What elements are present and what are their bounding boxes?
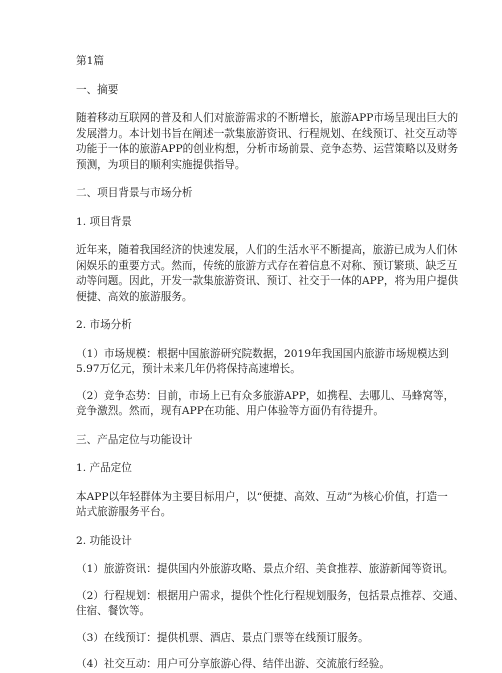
paragraph-line: 随着移动互联网的普及和人们对旅游需求的不断增长，旅游APP市场呈现出巨大的: [76, 112, 459, 124]
paragraph-line: 近年来，随着我国经济的快速发展，人们的生活水平不断提高，旅游已成为人们休: [76, 244, 458, 256]
paragraph-line: （2）行程规划：根据用户需求，提供个性化行程规划服务，包括景点推荐、交通、: [76, 589, 465, 602]
section-title-background: 二、项目背景与市场分析: [76, 187, 193, 199]
paragraph-line: 闲娱乐的重要方式。然而，传统的旅游方式存在着信息不对称、预订繁琐、缺乏互: [76, 259, 458, 272]
market-size-paragraph: [76, 347, 449, 378]
subsection-title: 2. 功能设计: [76, 534, 132, 547]
feature-item: （1）旅游资讯：提供国内外旅游攻略、景点介绍、美食推荐、旅游新闻等资讯。: [76, 563, 454, 575]
feature-item: （3）在线预订：提供机票、酒店、景点门票等在线预订服务。: [76, 631, 369, 644]
section-title-summary: 一、摘要: [76, 83, 119, 96]
paragraph-line: 功能于一体的旅游APP的创业构想，分析市场前景、竞争态势、运营策略以及财务: [76, 143, 459, 155]
paragraph-line: 住宿、餐饮等。: [76, 605, 151, 617]
positioning-paragraph: [76, 490, 448, 521]
section-title-product: 三、产品定位与功能设计: [76, 433, 193, 446]
part-heading: 第1篇: [76, 55, 104, 67]
paragraph-line: 便捷、高效的旅游服务。: [76, 290, 193, 303]
paragraph-line: 预测，为项目的顺利实施提供指导。: [76, 158, 246, 171]
feature-item: （4）社交互动：用户可分享旅游心得、结伴出游、交流旅行经验。: [76, 658, 390, 670]
paragraph-line: 动等问题。因此，开发一款集旅游资讯、预订、社交于一体的APP，将为用户提供: [76, 275, 459, 287]
feature-item: [76, 589, 465, 620]
subsection-title: 1. 项目背景: [76, 215, 132, 228]
summary-paragraph: [76, 111, 459, 173]
background-paragraph: [76, 243, 459, 305]
paragraph-line: （2）竞争态势：目前，市场上已有众多旅游APP，如携程、去哪儿、马蜂窝等，: [76, 389, 455, 402]
subsection-title: 1. 产品定位: [76, 462, 132, 474]
paragraph-line: 竞争激烈。然而，现有APP在功能、用户体验等方面仍有待提升。: [76, 405, 384, 417]
paragraph-line: 本APP以年轻群体为主要目标用户，以“便捷、高效、互动”为核心价值，打造一: [76, 490, 448, 503]
competition-paragraph: [76, 389, 455, 420]
document-page: [76, 54, 465, 673]
paragraph-line: （1）市场规模：根据中国旅游研究院数据，2019年我国国内旅游市场规模达到: [76, 347, 449, 360]
paragraph-line: 发展潜力。本计划书旨在阐述一款集旅游资讯、行程规划、在线预订、社交互动等: [76, 127, 458, 140]
paragraph-line: 站式旅游服务平台。: [76, 506, 172, 518]
paragraph-line: 5.97万亿元，预计未来几年仍将保持高速增长。: [76, 363, 301, 375]
subsection-title: 2. 市场分析: [76, 319, 132, 331]
